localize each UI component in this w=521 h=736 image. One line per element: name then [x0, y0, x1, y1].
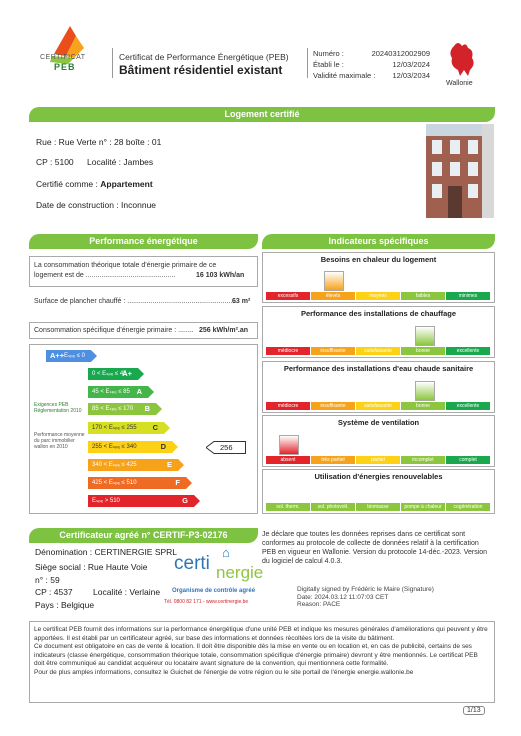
header-separator [112, 48, 113, 78]
page-number: 1/13 [463, 706, 485, 715]
indicator-title: Besoins en chaleur du logement [320, 255, 437, 264]
indicator-scale-step: bonne [401, 402, 446, 410]
class-letter: B [144, 404, 150, 413]
footer-paragraph-1: Le certificat PEB fournit des informations sur la performance énergétique d'une unité PEB et indique les mesures générales d'améliorations qui peuvent y être apportées. Il est établi par un certificateur agréé, sur base des informations et données récoltées lors de la visite du bâtiment. [34, 626, 488, 642]
consumption-text-2: logement est de .............................................. [34, 272, 176, 279]
certifier-cp: CP : 4537 [35, 587, 73, 597]
indicator-scale-step: médiocre [266, 402, 311, 410]
surface-text: Surface de plancher chauffé : ........................................................ [34, 298, 237, 305]
class-letter: E [166, 460, 172, 469]
indicator-scale-step: faibles [401, 292, 446, 300]
meta-key: Établi le : [313, 60, 344, 69]
logo-certi: certi [174, 553, 210, 574]
energy-class-ap [88, 368, 138, 380]
energy-class-f [88, 477, 186, 489]
meta-validite [313, 71, 375, 80]
class-range: 170 < Eₛₚₑ ≤ 255 [92, 425, 137, 431]
wallonie-rooster-icon [446, 40, 480, 78]
class-letter: A [136, 387, 142, 396]
certified-as-label: Certifié comme : [36, 179, 101, 189]
signature-line-1: Digitally signed by Frédéric le Maire (Signature) [297, 586, 434, 593]
result-marker [206, 441, 246, 456]
info-footer [29, 621, 495, 703]
certifier-localite: Localité : Verlaine [93, 587, 161, 597]
indicator-scale-step: minimes [446, 292, 491, 300]
logo-wordmark: CERTIFICAT [40, 54, 86, 61]
region-name: Wallonie [446, 80, 473, 87]
signature-line-2: Date: 2024.03.12 11:07:03 CET [297, 593, 389, 601]
result-value: 256 [220, 443, 233, 452]
meta-key: Validité maximale : [313, 71, 376, 80]
indicator-scale [266, 456, 491, 464]
class-range: 340 < Eₛₚₑ ≤ 425 [92, 462, 137, 468]
footer-paragraph-2: Ce document est obligatoire en cas de vente & location. Il doit être disponible dès la mise en vente ou en location et, en cas de publicité, certains de ses indicateurs (classe énergétique, consommation théorique totale, consommation spécifique d'énergie primaire) devront y être mentionnés. Le certificat PEB doit être communiqué au candidat acquéreur ou locataire avant signature de la convention, qui mentionnera cette formalité. [34, 643, 478, 667]
indicator-scale [266, 292, 491, 300]
signature-line-3: Reason: PACE [297, 601, 341, 608]
certifier-country: Pays : Belgique [35, 600, 95, 610]
logo-peb-text: PEB [54, 62, 76, 72]
consumption-value: 16 103 kWh/an [196, 272, 245, 279]
meta-value: 12/03/2024 [392, 60, 430, 69]
indicator-scale-step: complet [446, 456, 491, 464]
certifier-name: Dénomination : CERTINERGIE SPRL [35, 547, 178, 557]
document-subtitle: Bâtiment résidentiel existant [119, 63, 283, 77]
indicator-scale-step: satisfaisante [356, 347, 401, 355]
class-range: Eₛₚₑ ≤ 0 [64, 353, 86, 359]
indicator-heating [262, 306, 495, 358]
logo-nergie: nergie [216, 563, 264, 582]
class-range: 255 < Eₛₚₑ ≤ 340 [92, 444, 137, 450]
indicator-scale [266, 347, 491, 355]
energy-class-d [88, 441, 172, 453]
indicator-scale-step: insuffisante [311, 347, 356, 355]
indicator-scale-step: biomasse [356, 503, 401, 511]
building-photo [426, 124, 494, 218]
class-range: Eₛₚₑ > 510 [92, 498, 120, 504]
indicator-scale-step: satisfaisante [356, 402, 401, 410]
meta-key: Numéro : [313, 49, 344, 58]
section-bar-logement: Logement certifié [29, 107, 495, 122]
section-bar-indicators: Indicateurs spécifiques [262, 234, 495, 249]
indicator-renewables [262, 469, 495, 514]
energy-class-g [88, 495, 194, 507]
class-letter: F [175, 478, 180, 487]
indicator-scale-step: partiel [356, 456, 401, 464]
section-bar-performance: Performance énergétique [29, 234, 258, 249]
digital-signature [297, 586, 434, 609]
indicator-title: Performance des installations de chauffage [300, 309, 457, 318]
energy-class-b [88, 403, 156, 415]
indicator-ventilation [262, 415, 495, 467]
surface-value: 63 m² [232, 298, 251, 305]
certified-as-line [36, 179, 153, 189]
indicator-scale-step: médiocre [266, 347, 311, 355]
meta-numero [313, 49, 344, 58]
logo-house-icon: ⌂ [222, 545, 230, 560]
footer-paragraph-3: Pour de plus amples informations, consultez le Guichet de l'énergie de votre région ou le site portail de l'énergie energie.wallonie.be [34, 668, 414, 676]
specific-consumption-text: Consommation spécifique d'énergie primaire : ........ [34, 327, 194, 334]
indicator-scale-step: excellente [446, 402, 491, 410]
indicator-hot-water [262, 361, 495, 413]
logo-contact: Tél. 0800 82 171 - www.certinergie.be [164, 599, 249, 605]
class-range: 45 < Eₛₚₑ ≤ 85 [92, 389, 130, 395]
meta-value: 20240312002909 [371, 49, 430, 58]
class-letter: G [182, 496, 188, 505]
indicator-scale-step: sol. photovolt. [311, 503, 356, 511]
class-letter: C [152, 423, 158, 432]
certinergie-logo [164, 545, 264, 615]
meta-value: 12/03/2034 [392, 71, 430, 80]
class-letter: A+ [122, 369, 132, 378]
indicator-scale-step: moyens [356, 292, 401, 300]
logo-subtitle: Organisme de contrôle agréé [172, 588, 256, 594]
energy-class-a [88, 386, 148, 398]
meta-separator [307, 48, 308, 78]
certifier-number: n° : 59 [35, 575, 60, 585]
indicator-heat-needs [262, 252, 495, 303]
localite-line: Localité : Jambes [87, 157, 154, 167]
indicator-scale-step: excessifs [266, 292, 311, 300]
declaration-text: Je déclare que toutes les données reprises dans ce certificat sont conformes au protocole de collecte de données relatif à la certification PEB en vigueur en Wallonie. Version du protocole 14-déc.-2023. Version du logiciel de calcul 4.0.3. [262, 531, 488, 565]
indicator-scale-step: pompe à chaleur [401, 503, 446, 511]
energy-class-app [46, 350, 91, 362]
indicator-selected-marker [415, 326, 435, 346]
energy-class-e [88, 459, 178, 471]
indicator-selected-marker [279, 435, 299, 455]
consumption-text-1: La consommation théorique totale d'énergie primaire de ce [34, 262, 217, 269]
energy-class-c [88, 422, 164, 434]
peb-logo-graphic [32, 22, 102, 82]
construction-date-line: Date de construction : Inconnue [36, 200, 157, 210]
indicator-scale [266, 503, 491, 511]
certified-as-value: Appartement [100, 179, 153, 189]
indicator-scale-step: élevés [311, 292, 356, 300]
document-title: Certificat de Performance Énergétique (PEB) [119, 52, 289, 62]
indicator-scale [266, 402, 491, 410]
class-range: 85 < Eₛₚₑ ≤ 170 [92, 406, 134, 412]
moyenne-label: Performance moyenne du parc immobilier wallon en 2010 [34, 432, 85, 450]
meta-etabli [313, 60, 344, 69]
indicator-scale-step: bonne [401, 347, 446, 355]
indicator-title: Utilisation d'énergies renouvelables [314, 472, 443, 481]
class-range: 0 < Eₛₚₑ ≤ 45 [92, 371, 127, 377]
section-bar-certifier: Certificateur agréé n° CERTIF-P3-02176 [29, 528, 258, 543]
peb-logo [32, 22, 102, 82]
class-letter: D [160, 442, 166, 451]
indicator-scale-step: excellente [446, 347, 491, 355]
indicator-scale-step: cogénération [446, 503, 491, 511]
cp-line: CP : 5100 [36, 157, 74, 167]
specific-consumption-value: 256 kWh/m².an [199, 327, 249, 334]
address-line: Rue : Rue Verte n° : 28 boîte : 01 [36, 137, 162, 147]
exigence-label: Exigences PEB Réglementation 2010 [34, 402, 82, 414]
indicator-title: Performance des installations d'eau chaude sanitaire [283, 364, 474, 373]
indicator-selected-marker [324, 271, 344, 291]
indicator-title: Système de ventilation [337, 418, 420, 427]
class-range: 425 < Eₛₚₑ ≤ 510 [92, 480, 137, 486]
indicator-selected-marker [415, 381, 435, 401]
indicator-scale-step: incomplet [401, 456, 446, 464]
indicator-scale-step: absent [266, 456, 311, 464]
indicator-scale-step: sol. therm. [266, 503, 311, 511]
certifier-address: Siège social : Rue Haute Voie [35, 562, 148, 572]
indicator-scale-step: très partiel [311, 456, 356, 464]
indicator-scale-step: insuffisante [311, 402, 356, 410]
class-letter: A++ [50, 351, 65, 360]
